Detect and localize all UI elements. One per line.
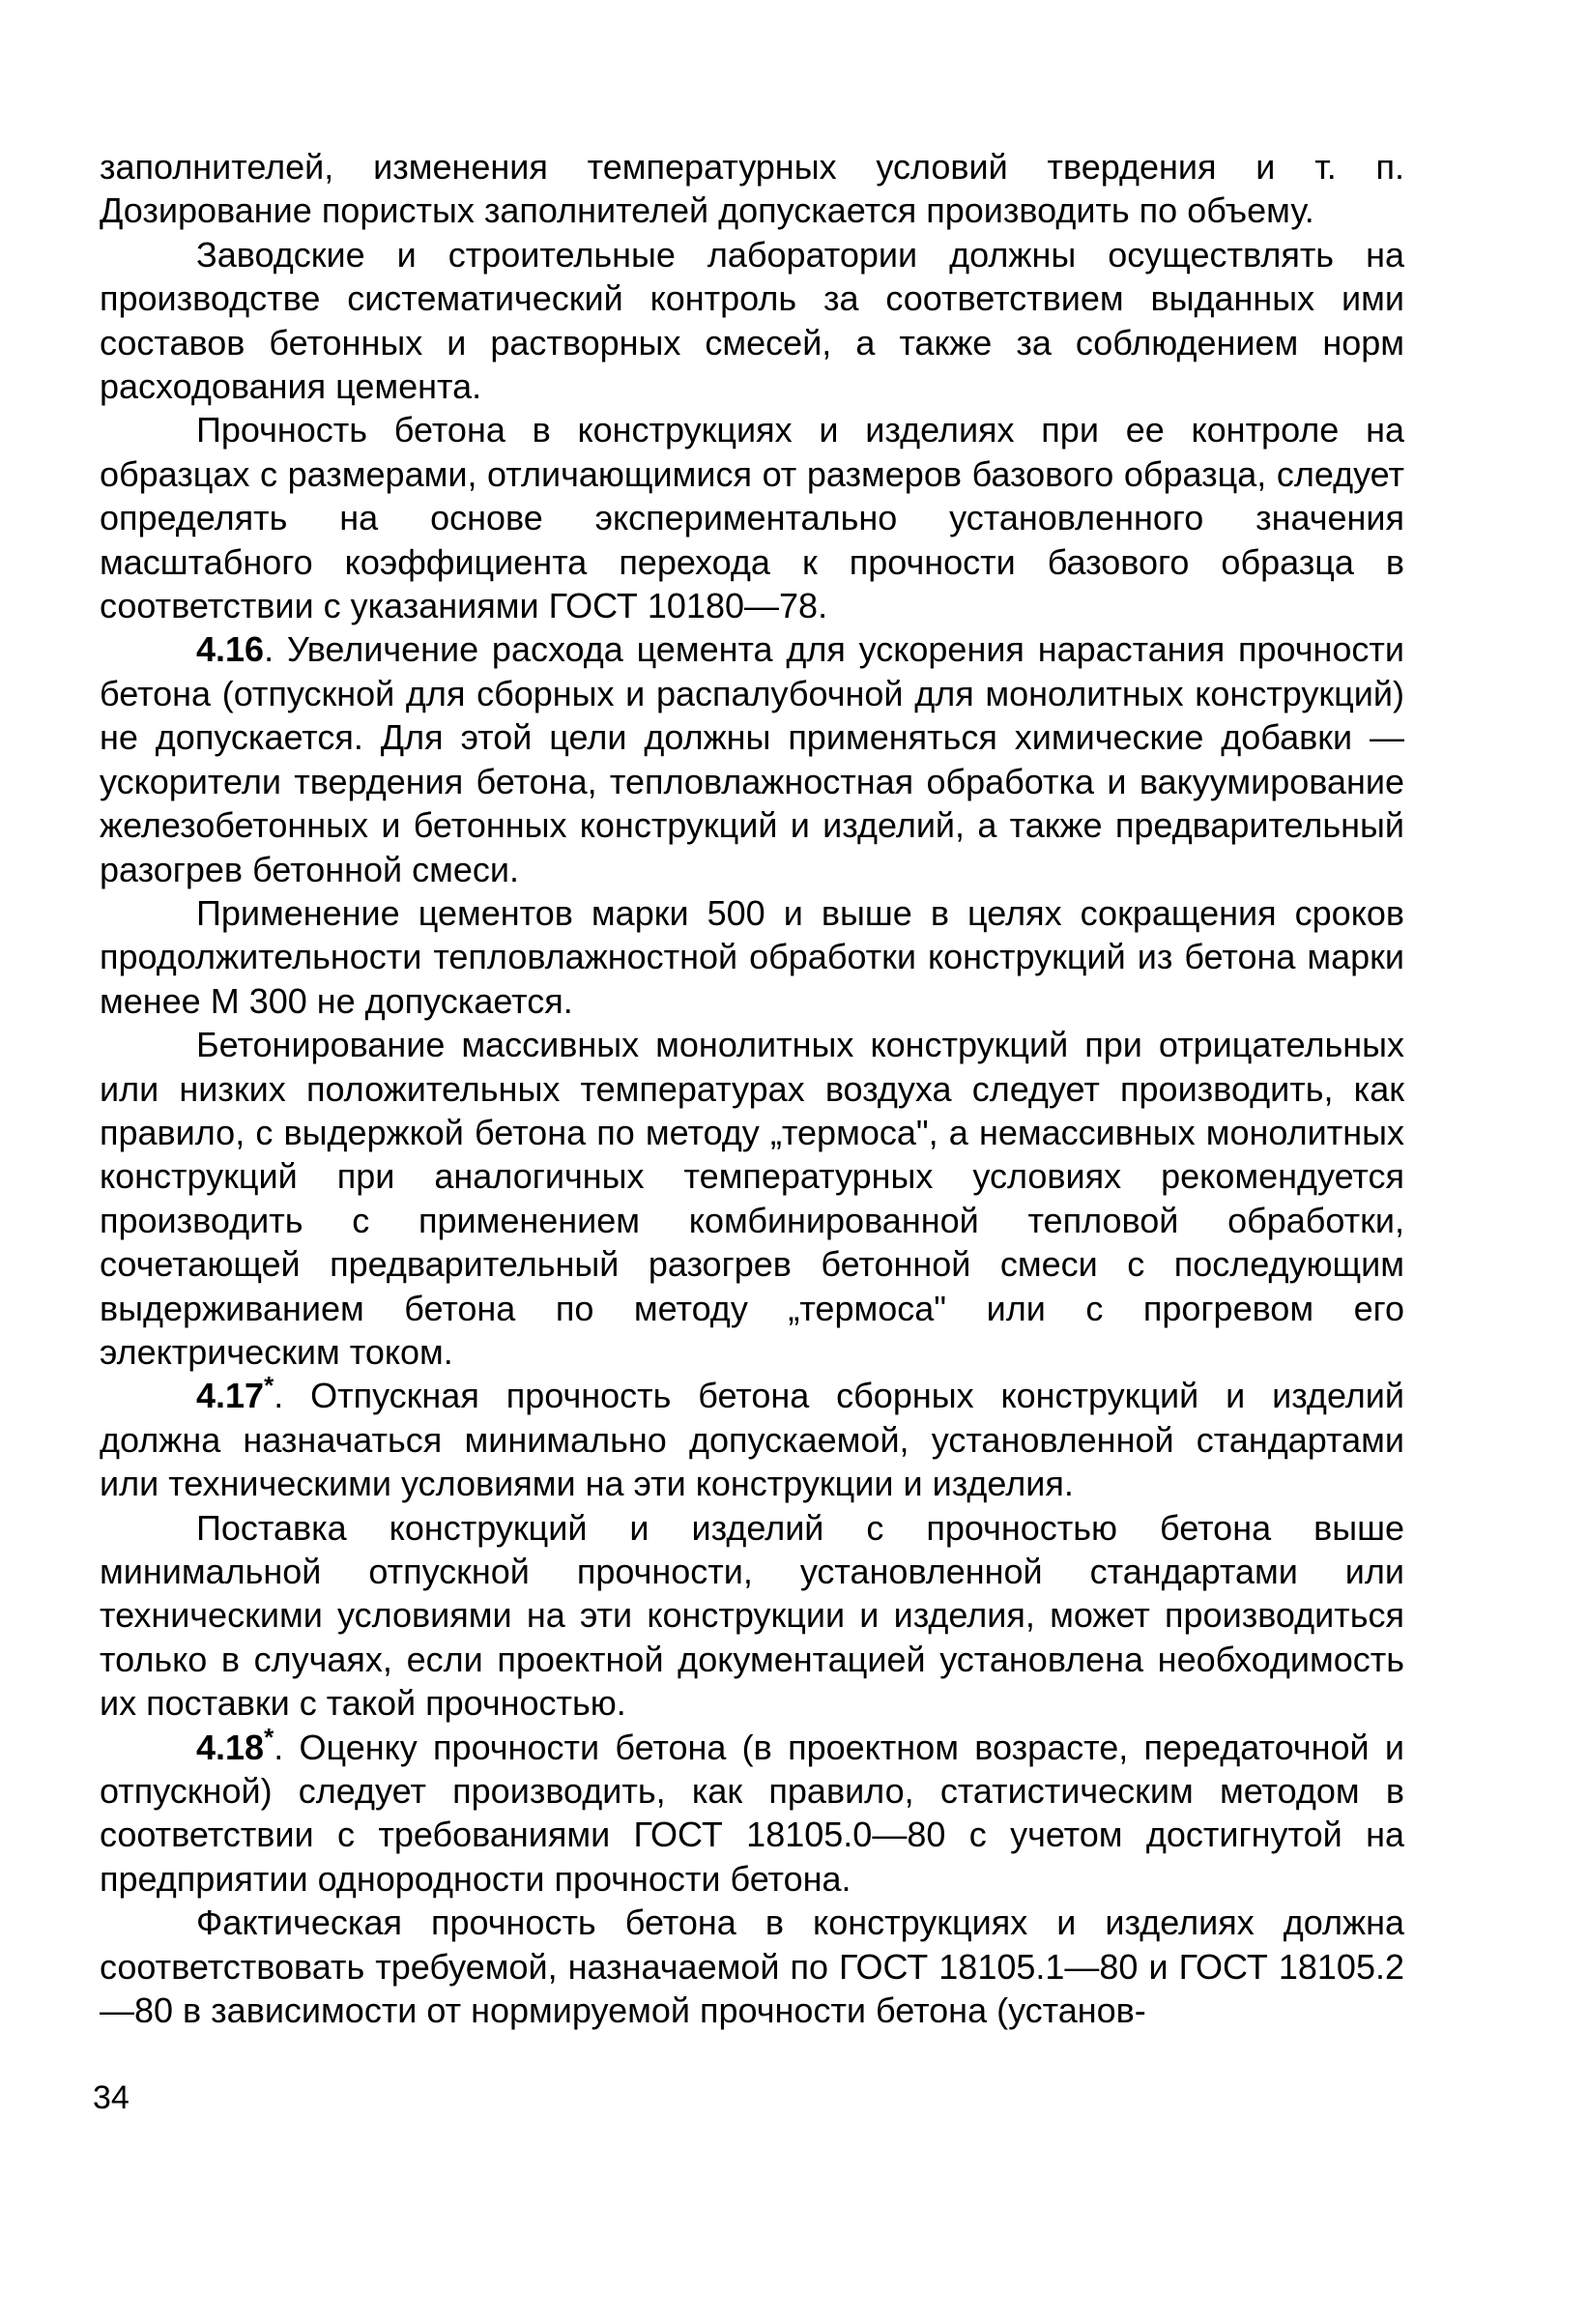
clause-number: 4.16 xyxy=(196,629,265,670)
paragraph-laboratory-control: Заводские и строительные лаборатории должны осуществлять на производстве систематический контроль за соответствием выданных ими составов бетонных и растворных смесей, а также за соблюдением норм расходования цемента. xyxy=(100,234,1404,407)
paragraph-winter-concreting: Бетонирование массивных монолитных конструкций при отрицательных или низких положительных температурах воздуха следует производить, как правило, с выдержкой бетона по методу „термоса", а немассивных монолитных конструкций при аналогичных температурных условиях рекомендуется производить с применением комбинированной тепловой обработки, сочетающей предварительный разогрев бетонной смеси с последующим выдерживанием бетона по методу „термоса" или с прогревом его электрическим током. xyxy=(100,1025,1404,1372)
document-body xyxy=(100,145,1404,2032)
clause-4-17 xyxy=(100,1371,1404,1505)
paragraph-cement-grade: Применение цементов марки 500 и выше в целях сокращения сроков продолжительности тепловлажностной обработки конструкций из бетона марки менее М 300 не допускается. xyxy=(100,892,1404,1021)
paragraph-continuation: заполнителей, изменения температурных условий твердения и т. п. Дозирование пористых заполнителей допускается производить по объему. xyxy=(100,147,1404,231)
clause-number: 4.18* xyxy=(196,1722,274,1767)
clause-4-16 xyxy=(100,627,1404,890)
paragraph-delivery-strength: Поставка конструкций и изделий с прочностью бетона выше минимальной отпускной прочности, установленной стандартами или техническими условиями на эти конструкции и изделия, может производиться только в случаях, если проектной документацией установлена необходимость их поставки с такой прочностью. xyxy=(100,1507,1404,1724)
clause-number: 4.17* xyxy=(196,1371,274,1416)
paragraph-specimen-strength: Прочность бетона в конструкциях и изделиях при ее контроле на образцах с размерами, отличающимися от размеров базового образца, следует определять на основе экспериментально установленного значения масштабного коэффициента перехода к прочности базового образца в соответствии с указаниями ГОСТ 10180—78. xyxy=(100,410,1404,626)
clause-text: . Отпускная прочность бетона сборных конструкций и изделий должна назначаться минимально допускаемой, установленной стандартами или техническими условиями на эти конструкции и изделия. xyxy=(100,1376,1404,1504)
clause-4-18 xyxy=(100,1722,1404,1902)
page-number: 34 xyxy=(93,2079,130,2116)
clause-text: . Увеличение расхода цемента для ускорения нарастания прочности бетона (отпускной для сборных и распалубочной для монолитных конструкций) не допускается. Для этой цели должны применяться химические добавки — ускорители твердения бетона, тепловлажностная обработка и вакуумирование железобетонных и бетонных конструкций и изделий, а также предварительный разогрев бетонной смеси. xyxy=(100,629,1404,889)
clause-text: . Оценку прочности бетона (в проектном возрасте, передаточной и отпускной) следует производить, как правило, статистическим методом в соответствии с требованиями ГОСТ 18105.0—80 с учетом достигнутой на предприятии однородности прочности бетона. xyxy=(100,1727,1404,1899)
paragraph-actual-strength: Фактическая прочность бетона в конструкциях и изделиях должна соответствовать требуемой, назначаемой по ГОСТ 18105.1—80 и ГОСТ 18105.2—80 в зависимости от нормируемой прочности бетона (установ- xyxy=(100,1903,1404,2031)
